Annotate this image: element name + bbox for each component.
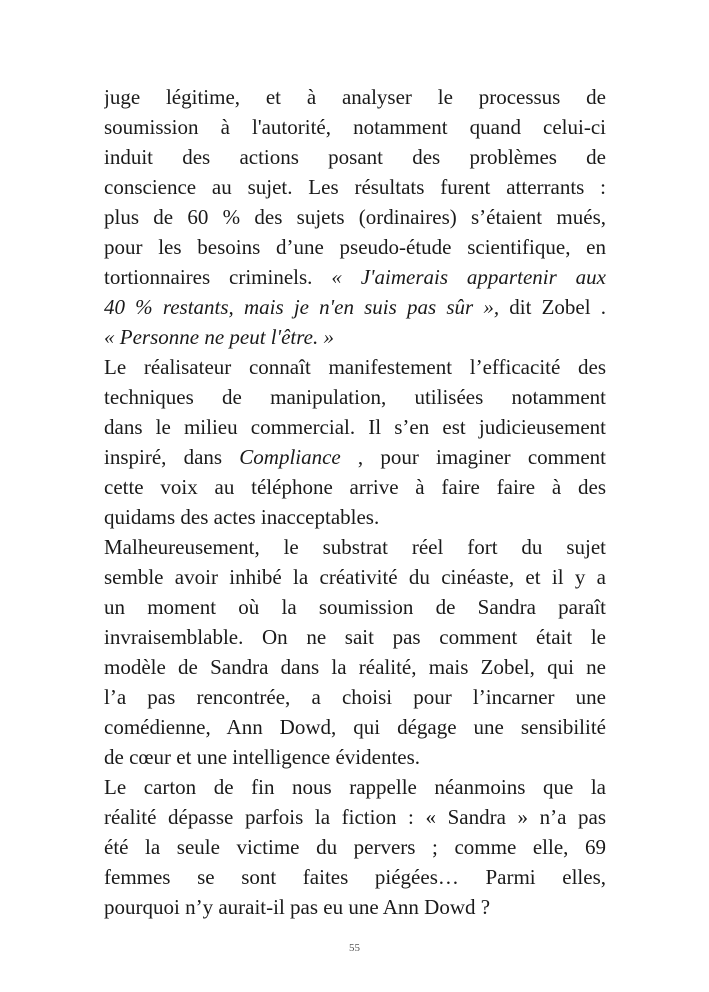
text-line: invraisemblable. On ne sait pas comment était le — [104, 625, 606, 649]
text-line: techniques de manipulation, utilisées notamment — [104, 385, 606, 409]
quote-segment: 40 % restants, mais je n'en suis pas sûr », — [104, 295, 500, 319]
text-line: de cœur et une intelligence évidentes. — [104, 745, 421, 769]
film-title: Compliance — [239, 445, 341, 469]
text-segment: dit Zobel . — [499, 295, 606, 319]
text-line: réalité dépasse parfois la fiction : « Sandra » n’a pas — [104, 805, 606, 829]
text-line: modèle de Sandra dans la réalité, mais Zobel, qui ne — [104, 655, 606, 679]
text-line: Le carton de fin nous rappelle néanmoins que la — [104, 775, 606, 799]
text-segment: , pour imaginer comment — [340, 445, 606, 469]
text-line: l’a pas rencontrée, a choisi pour l’incarner une — [104, 685, 606, 709]
text-line: un moment où la soumission de Sandra paraît — [104, 595, 606, 619]
text-line — [104, 442, 606, 472]
text-line: cette voix au téléphone arrive à faire faire à des — [104, 475, 606, 499]
text-line: soumission à l'autorité, notamment quand celui-ci — [104, 115, 606, 139]
text-line: pourquoi n’y aurait-il pas eu une Ann Dowd ? — [104, 895, 491, 919]
text-line: quidams des actes inacceptables. — [104, 505, 380, 529]
text-line: Malheureusement, le substrat réel fort du sujet — [104, 535, 606, 559]
text-line: Le réalisateur connaît manifestement l’efficacité des — [104, 355, 606, 379]
body-text — [104, 82, 606, 922]
text-line — [104, 262, 606, 292]
text-line: comédienne, Ann Dowd, qui dégage une sensibilité — [104, 715, 606, 739]
quote-line: « Personne ne peut l'être. » — [104, 325, 334, 349]
text-line: plus de 60 % des sujets (ordinaires) s’étaient mués, — [104, 205, 606, 229]
text-line: femmes se sont faites piégées… Parmi elles, — [104, 865, 606, 889]
text-line: été la seule victime du pervers ; comme elle, 69 — [104, 835, 606, 859]
page-number: 55 — [349, 942, 360, 954]
text-segment: inspiré, dans — [104, 445, 240, 469]
text-line: pour les besoins d’une pseudo-étude scientifique, en — [104, 235, 606, 259]
text-line: induit des actions posant des problèmes de — [104, 145, 606, 169]
text-line: dans le milieu commercial. Il s’en est judicieusement — [104, 415, 606, 439]
text-line: semble avoir inhibé la créativité du cinéaste, et il y a — [104, 565, 606, 589]
text-segment: tortionnaires criminels. — [104, 265, 332, 289]
text-line: juge légitime, et à analyser le processus de — [104, 85, 606, 109]
text-line: conscience au sujet. Les résultats furent atterrants : — [104, 175, 606, 199]
quote-segment: « J'aimerais appartenir aux — [331, 265, 606, 289]
text-line — [104, 292, 606, 322]
